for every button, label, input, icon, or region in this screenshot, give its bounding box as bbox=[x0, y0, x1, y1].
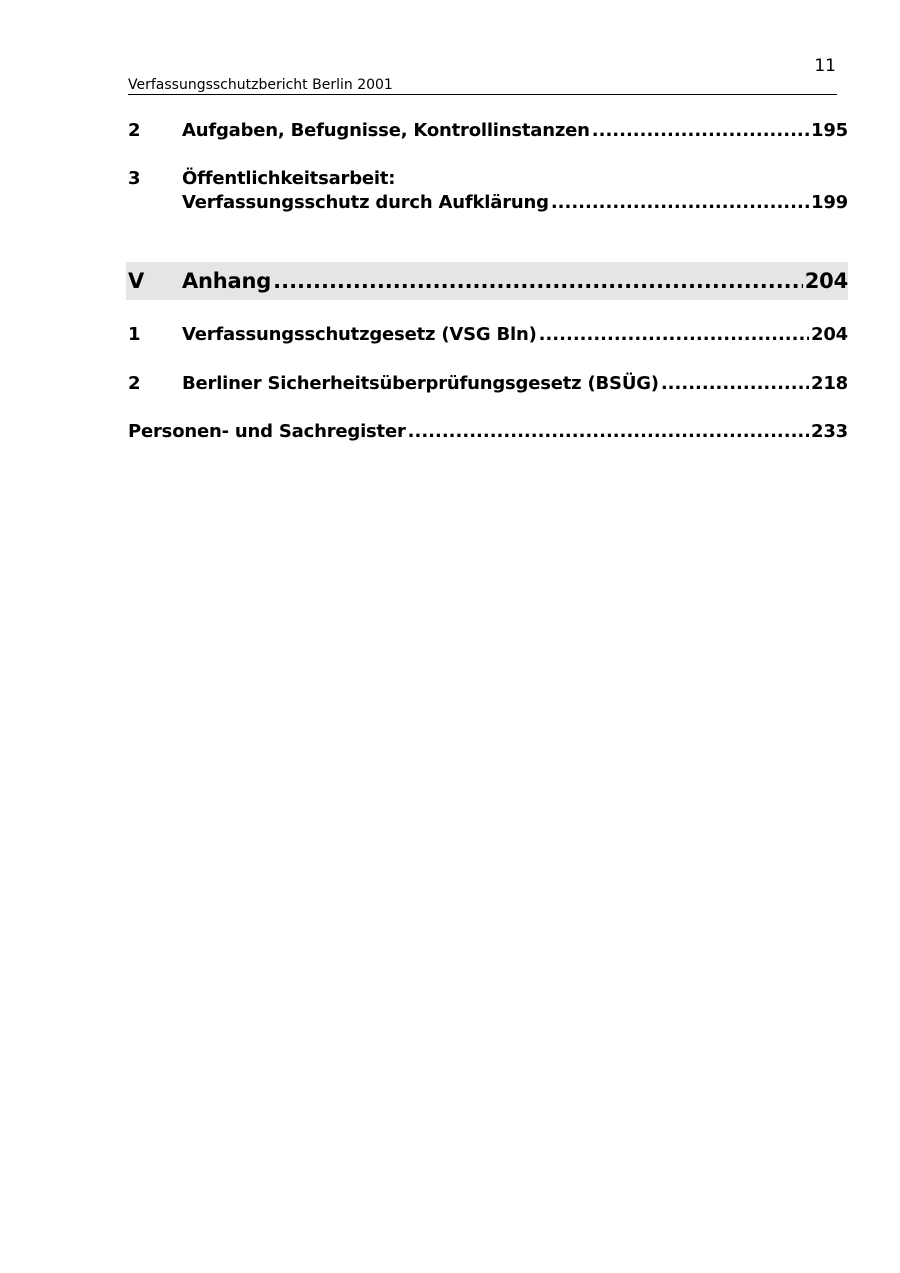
toc-entry-title: Berliner Sicherheitsüberprüfungsgesetz (BSÜG) bbox=[182, 373, 659, 394]
toc-leader-dots bbox=[551, 191, 809, 215]
toc-leader-dots bbox=[539, 323, 809, 347]
running-header: Verfassungsschutzbericht Berlin 2001 bbox=[128, 77, 837, 95]
toc-entry-title: Aufgaben, Befugnisse, Kontrollinstanzen bbox=[182, 120, 590, 141]
toc-leader-dots bbox=[592, 119, 809, 143]
toc-entry-number: 1 bbox=[128, 324, 141, 345]
toc-entry-number: 3 bbox=[128, 168, 141, 189]
toc-leader-dots bbox=[408, 420, 809, 444]
page-number: 11 bbox=[814, 56, 836, 76]
toc-entry-number: 2 bbox=[128, 373, 141, 394]
toc-leader-dots bbox=[273, 262, 803, 300]
toc-entry-page: 195 bbox=[811, 120, 848, 141]
toc-part-number: V bbox=[128, 269, 145, 293]
toc-entry-page: 204 bbox=[811, 324, 848, 345]
toc-entry-title-line1: Öffentlichkeitsarbeit: bbox=[182, 168, 396, 189]
toc-entry-title: Verfassungsschutzgesetz (VSG Bln) bbox=[182, 324, 537, 345]
toc-entry-number: 2 bbox=[128, 120, 141, 141]
toc-entry-title-line2: Verfassungsschutz durch Aufklärung bbox=[182, 192, 549, 213]
toc-entry-title: Personen- und Sachregister bbox=[128, 421, 406, 442]
toc-part-page: 204 bbox=[804, 269, 848, 293]
toc-part-title: Anhang bbox=[182, 269, 272, 293]
toc-leader-dots bbox=[661, 372, 809, 396]
toc-entry-page: 218 bbox=[811, 373, 848, 394]
toc-entry-page: 199 bbox=[811, 192, 848, 213]
toc-entry-page: 233 bbox=[811, 421, 848, 442]
